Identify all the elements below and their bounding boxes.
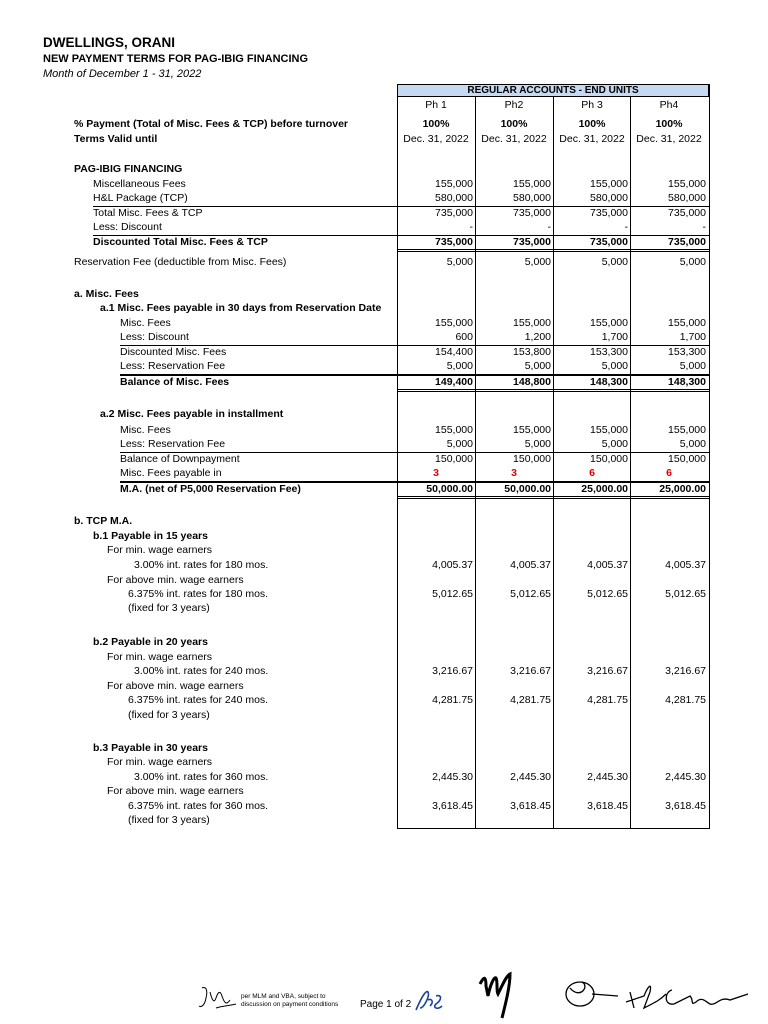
row-label: 3.00% int. rates for 180 mos.: [134, 559, 269, 571]
document-subtitle: NEW PAYMENT TERMS FOR PAG-IBIG FINANCING: [43, 53, 309, 65]
row-label: Discounted Total Misc. Fees & TCP: [93, 236, 268, 248]
table-cell: 580,000: [513, 192, 551, 204]
table-cell: 25,000.00: [659, 483, 706, 495]
table-cell: 2,445.30: [665, 771, 706, 783]
row-label: For above min. wage earners: [107, 574, 244, 586]
page-number: Page 1 of 2: [360, 999, 412, 1010]
table-cell: 3: [433, 467, 439, 479]
table-cell: 4,005.37: [587, 559, 628, 571]
table-cell: 6: [589, 467, 595, 479]
row-label: For min. wage earners: [107, 651, 213, 663]
table-cell: 4,281.75: [587, 694, 628, 706]
total-double-rule: [397, 389, 709, 392]
table-cell: 155,000: [513, 317, 551, 329]
row-label: (fixed for 3 years): [128, 814, 210, 826]
table-cell: 5,000: [524, 438, 551, 450]
row-label: (fixed for 3 years): [128, 709, 210, 721]
row-label: Misc. Fees: [120, 317, 171, 329]
full-signature: [560, 972, 756, 1016]
row-rule: [120, 482, 398, 483]
row-label: Misc. Fees: [120, 424, 171, 436]
table-cell: 3,618.45: [510, 800, 551, 812]
table-cell: 153,800: [513, 346, 551, 358]
row-label: 6.375% int. rates for 180 mos.: [128, 588, 269, 600]
row-label: b.1 Payable in 15 years: [93, 530, 208, 542]
row-label: a.1 Misc. Fees payable in 30 days from Reservation Date: [100, 302, 382, 314]
column-header: Ph2: [504, 99, 524, 111]
column-header: Ph 1: [425, 99, 447, 111]
row-label: 6.375% int. rates for 360 mos.: [128, 800, 269, 812]
row-label: Discounted Misc. Fees: [120, 346, 227, 358]
table-cell: 155,000: [668, 424, 706, 436]
table-cell: 25,000.00: [581, 483, 628, 495]
table-cell: 5,000: [679, 438, 706, 450]
table-cell: 100%: [500, 118, 528, 130]
row-label: Less: Discount: [120, 331, 189, 343]
table-cell: 6: [666, 467, 672, 479]
table-cell: 580,000: [668, 192, 706, 204]
row-label: For min. wage earners: [107, 544, 213, 556]
table-cell: 735,000: [513, 207, 551, 219]
table-cell: 3,216.67: [510, 665, 551, 677]
table-cell: 155,000: [435, 178, 473, 190]
table-cell: 100%: [422, 118, 450, 130]
table-cell: 5,012.65: [587, 588, 628, 600]
table-cell: Dec. 31, 2022: [636, 133, 702, 145]
table-cell: 3,216.67: [432, 665, 473, 677]
table-cell: -: [702, 221, 706, 233]
row-label: Reservation Fee (deductible from Misc. Fees): [74, 256, 287, 268]
table-cell: 155,000: [435, 424, 473, 436]
table-cell: 155,000: [668, 178, 706, 190]
table-cell: 580,000: [435, 192, 473, 204]
table-cell: 3,618.45: [432, 800, 473, 812]
table-cell: 735,000: [435, 236, 473, 248]
table-cell: 153,300: [668, 346, 706, 358]
row-label: (fixed for 3 years): [128, 602, 210, 614]
table-cell: 100%: [655, 118, 683, 130]
table-cell: 3,216.67: [587, 665, 628, 677]
table-cell: 4,281.75: [510, 694, 551, 706]
row-label: Balance of Misc. Fees: [120, 376, 230, 388]
table-cell: 155,000: [513, 178, 551, 190]
table-cell: 735,000: [590, 236, 628, 248]
row-label: Total Misc. Fees & TCP: [93, 207, 203, 219]
table-cell: 148,300: [668, 376, 706, 388]
table-cell: 5,000: [446, 256, 473, 268]
table-cell: 3,618.45: [587, 800, 628, 812]
table-cell: 150,000: [590, 453, 628, 465]
column-header: Ph 3: [581, 99, 603, 111]
table-cell: 150,000: [435, 453, 473, 465]
table-cell: 148,800: [513, 376, 551, 388]
row-label: Miscellaneous Fees: [93, 178, 186, 190]
table-cell: 5,000: [679, 360, 706, 372]
row-label: Balance of Downpayment: [120, 453, 240, 465]
table-cell: 2,445.30: [510, 771, 551, 783]
table-cell: 735,000: [668, 236, 706, 248]
row-rule: [93, 235, 398, 236]
row-label: b. TCP M.A.: [74, 515, 133, 527]
table-cell: 5,000: [601, 256, 628, 268]
table-cell: -: [624, 221, 628, 233]
table-cell: -: [469, 221, 473, 233]
table-cell: 3: [511, 467, 517, 479]
table-cell: 150,000: [668, 453, 706, 465]
row-label: b.2 Payable in 20 years: [93, 636, 208, 648]
table-cell: 4,005.37: [510, 559, 551, 571]
table-cell: 155,000: [590, 317, 628, 329]
row-label: H&L Package (TCP): [93, 192, 188, 204]
table-cell: 5,012.65: [432, 588, 473, 600]
row-rule: [120, 375, 398, 376]
table-cell: Dec. 31, 2022: [403, 133, 469, 145]
row-label: Terms Valid until: [74, 133, 158, 145]
row-label: a. Misc. Fees: [74, 288, 139, 300]
row-label: Less: Reservation Fee: [120, 438, 226, 450]
table-cell: 155,000: [513, 424, 551, 436]
table-cell: 2,445.30: [432, 771, 473, 783]
row-label: Less: Discount: [93, 221, 162, 233]
table-cell: 50,000.00: [504, 483, 551, 495]
row-label: M.A. (net of P5,000 Reservation Fee): [120, 483, 301, 495]
table-cell: 5,000: [601, 360, 628, 372]
table-cell: 3,216.67: [665, 665, 706, 677]
footer-note: per MLM and VBA, subject to discussion on payment conditions: [241, 993, 339, 1008]
table-cell: 5,012.65: [665, 588, 706, 600]
table-cell: 5,000: [679, 256, 706, 268]
table-cell: 4,005.37: [432, 559, 473, 571]
row-label: For above min. wage earners: [107, 785, 244, 797]
row-label: 3.00% int. rates for 240 mos.: [134, 665, 269, 677]
total-double-rule: [397, 249, 709, 252]
table-cell: 155,000: [435, 317, 473, 329]
table-cell: 5,000: [601, 438, 628, 450]
initials-signature-1: [196, 980, 240, 1014]
row-label: b.3 Payable in 30 years: [93, 742, 208, 754]
table-cell: 4,281.75: [665, 694, 706, 706]
row-label: For above min. wage earners: [107, 680, 244, 692]
table-cell: 5,012.65: [510, 588, 551, 600]
row-label: Misc. Fees payable in: [120, 467, 222, 479]
row-label: Less: Reservation Fee: [120, 360, 226, 372]
initials-signature-3: [476, 968, 520, 1022]
initials-signature-2: [412, 986, 446, 1014]
table-cell: 3,618.45: [665, 800, 706, 812]
row-label: 3.00% int. rates for 360 mos.: [134, 771, 269, 783]
table-cell: -: [547, 221, 551, 233]
total-double-rule: [397, 496, 709, 499]
table-cell: 1,700: [679, 331, 706, 343]
table-cell: 580,000: [590, 192, 628, 204]
table-cell: 148,300: [590, 376, 628, 388]
table-cell: 5,000: [524, 256, 551, 268]
table-cell: 600: [455, 331, 473, 343]
table-cell: 735,000: [513, 236, 551, 248]
table-cell: 153,300: [590, 346, 628, 358]
document-period: Month of December 1 - 31, 2022: [43, 68, 202, 80]
table-cell: 100%: [578, 118, 606, 130]
table-cell: 154,400: [435, 346, 473, 358]
table-cell: 50,000.00: [426, 483, 473, 495]
table-cell: 149,400: [435, 376, 473, 388]
document-title: DWELLINGS, ORANI: [43, 35, 175, 50]
group-header: REGULAR ACCOUNTS - END UNITS: [397, 84, 709, 97]
table-cell: 5,000: [524, 360, 551, 372]
row-label: 6.375% int. rates for 240 mos.: [128, 694, 269, 706]
table-cell: 4,281.75: [432, 694, 473, 706]
table-cell: Dec. 31, 2022: [559, 133, 625, 145]
table-cell: 1,200: [524, 331, 551, 343]
table-cell: 155,000: [590, 424, 628, 436]
table-cell: 5,000: [446, 438, 473, 450]
table-cell: 735,000: [590, 207, 628, 219]
table-cell: 150,000: [513, 453, 551, 465]
table-cell: 735,000: [435, 207, 473, 219]
row-label: % Payment (Total of Misc. Fees & TCP) before turnover: [74, 118, 349, 130]
table-cell: 4,005.37: [665, 559, 706, 571]
row-label: PAG-IBIG FINANCING: [74, 163, 183, 175]
table-cell: Dec. 31, 2022: [481, 133, 547, 145]
table-cell: 5,000: [446, 360, 473, 372]
table-cell: 155,000: [668, 317, 706, 329]
table-cell: 155,000: [590, 178, 628, 190]
table-cell: 1,700: [601, 331, 628, 343]
table-cell: 735,000: [668, 207, 706, 219]
row-label: a.2 Misc. Fees payable in installment: [100, 408, 284, 420]
row-label: For min. wage earners: [107, 756, 213, 768]
column-header: Ph4: [659, 99, 679, 111]
table-cell: 2,445.30: [587, 771, 628, 783]
